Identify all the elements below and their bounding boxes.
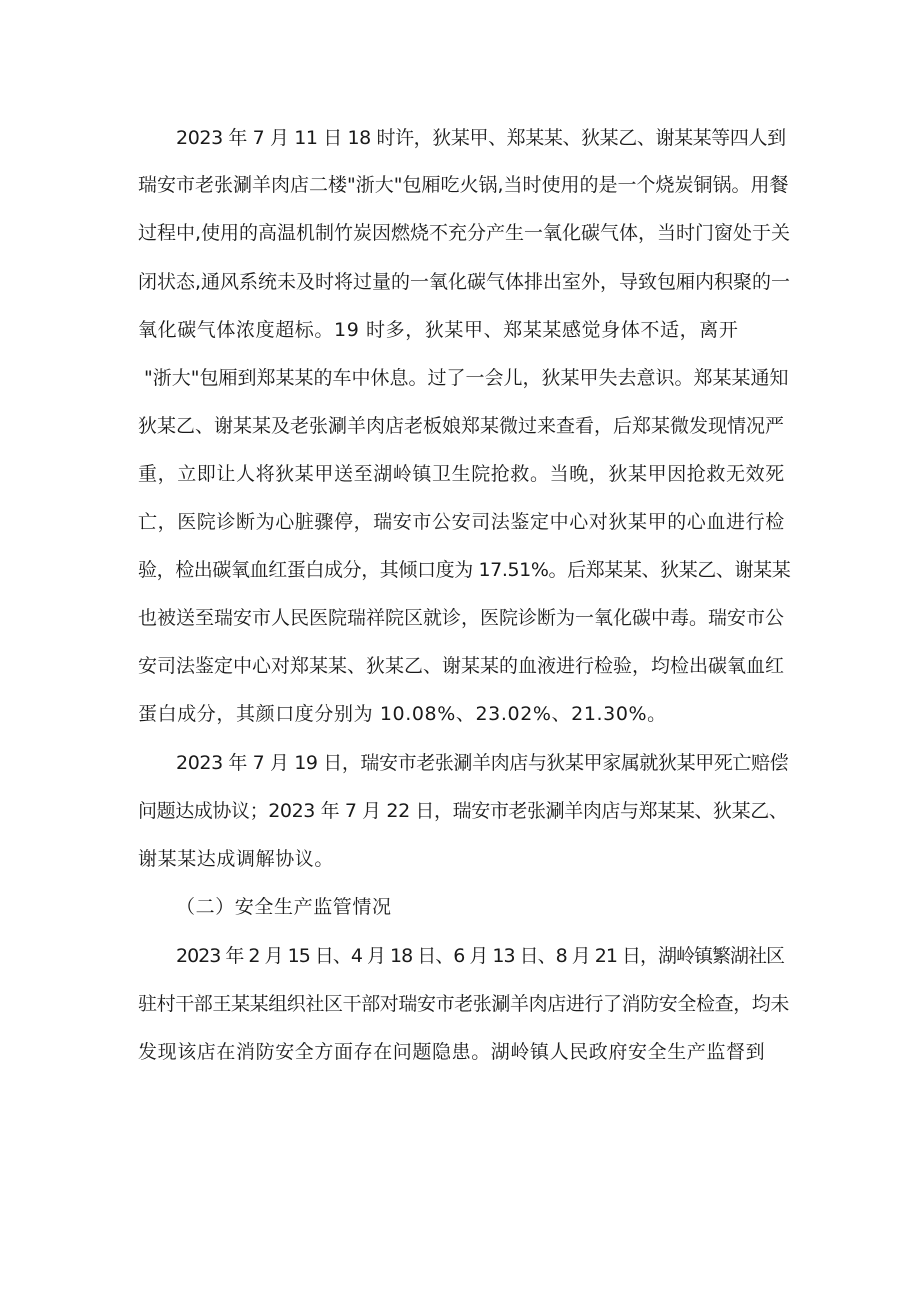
paragraph-3-line: 2023 年 2 月 15 日、4 月 18 日、6 月 13 日、8 月 21 日，湖岭镇繁湖社区 bbox=[176, 945, 784, 967]
paragraph-1-line: 2023 年 7 月 11 日 18 时许，狄某甲、郑某某、狄某乙、谢某某等四人到 bbox=[176, 127, 786, 149]
paragraph-1-line: 验，检出碳氧血红蛋白成分，其倾口度为 17.51%。后郑某某、狄某乙、谢某某 bbox=[138, 559, 791, 581]
section-heading: （二）安全生产监管情况 bbox=[176, 896, 392, 918]
paragraph-1-line: "浙大"包厢到郑某某的车中休息。过了一会儿，狄某甲失去意识。郑某某通知 bbox=[138, 367, 789, 389]
paragraph-1-line: 重，立即让人将狄某甲送至湖岭镇卫生院抢救。当晚，狄某甲因抢救无效死 bbox=[138, 463, 785, 485]
paragraph-2-line: 2023 年 7 月 19 日，瑞安市老张涮羊肉店与狄某甲家属就狄某甲死亡赔偿 bbox=[176, 752, 789, 774]
paragraph-3-line: 驻村干部王某某组织社区干部对瑞安市老张涮羊肉店进行了消防安全检查，均未 bbox=[138, 993, 790, 1015]
paragraph-1-line: 瑞安市老张涮羊肉店二楼"浙大"包厢吃火锅,当时使用的是一个烧炭铜锅。用餐 bbox=[138, 174, 789, 196]
paragraph-2-line: 问题达成协议；2023 年 7 月 22 日，瑞安市老张涮羊肉店与郑某某、狄某乙、 bbox=[138, 800, 788, 822]
paragraph-1-line: 亡，医院诊断为心脏骤停，瑞安市公安司法鉴定中心对狄某甲的心血进行检 bbox=[138, 511, 785, 533]
paragraph-1-line: 蛋白成分，其颜口度分别为 10.08%、23.02%、21.30%。 bbox=[138, 703, 667, 725]
paragraph-1-line: 闭状态,通风系统未及时将过量的一氧化碳气体排出室外，导致包厢内积聚的一 bbox=[138, 271, 791, 293]
paragraph-3-line: 发现该店在消防安全方面存在问题隐患。湖岭镇人民政府安全生产监督到 bbox=[138, 1041, 766, 1063]
paragraph-1-line: 过程中,使用的高温机制竹炭因燃烧不充分产生一氧化碳气体，当时门窗处于关 bbox=[138, 222, 791, 244]
paragraph-2-line: 谢某某达成调解协议。 bbox=[138, 848, 335, 870]
paragraph-1-line: 安司法鉴定中心对郑某某、狄某乙、谢某某的血液进行检验，均检出碳氧血红 bbox=[138, 655, 785, 677]
paragraph-1-line: 狄某乙、谢某某及老张涮羊肉店老板娘郑某微过来查看，后郑某微发现情况严 bbox=[138, 415, 785, 437]
paragraph-1-line: 也被送至瑞安市人民医院瑞祥院区就诊，医院诊断为一氧化碳中毒。瑞安市公 bbox=[138, 607, 785, 629]
paragraph-1-line: 氧化碳气体浓度超标。19 时多，狄某甲、郑某某感觉身体不适，离开 bbox=[138, 319, 739, 341]
